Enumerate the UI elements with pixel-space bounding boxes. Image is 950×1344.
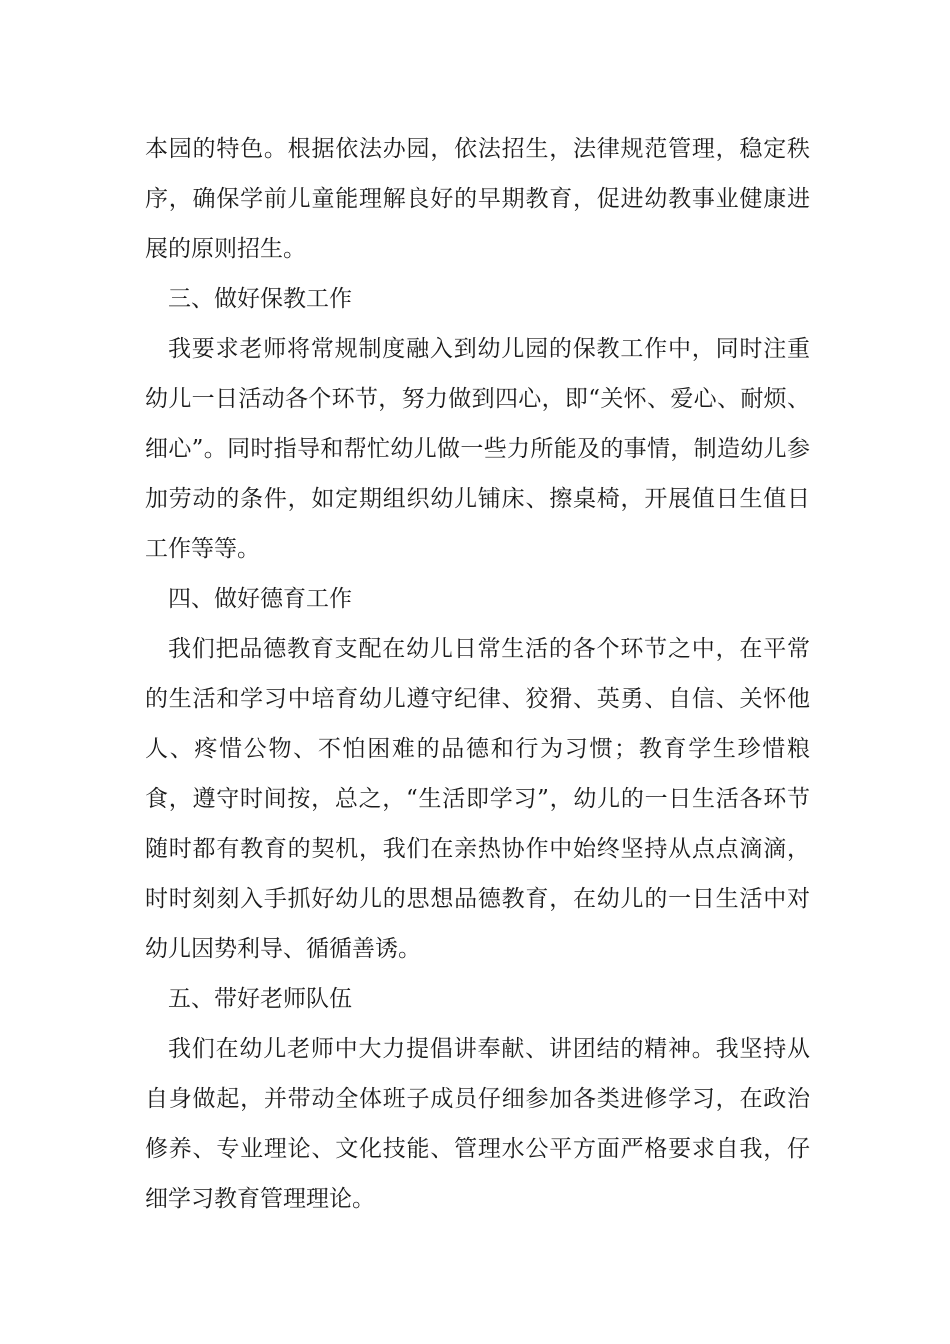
paragraph-section-3: 我要求老师将常规制度融入到幼儿园的保教工作中，同时注重幼儿一日活动各个环节，努力做到四心，即“关怀、爱心、耐烦、细心”。同时指导和帮忙幼儿做一些力所能及的事情，制造幼儿参加劳动的条件，如定期组织幼儿铺床、擦桌椅，开展值日生值日工作等等。 xyxy=(145,336,810,562)
paragraph-section-5: 我们在幼儿老师中大力提倡讲奉献、讲团结的精神。我坚持从自身做起，并带动全体班子成员仔细参加各类进修学习，在政治修养、专业理论、文化技能、管理水公平方面严格要求自我，仔细学习教育管理理论。 xyxy=(145,1036,810,1212)
section-heading-5: 五、带好老师队伍 xyxy=(168,986,352,1012)
paragraph-section-4: 我们把品德教育支配在幼儿日常生活的各个环节之中，在平常的生活和学习中培育幼儿遵守纪律、狡猾、英勇、自信、关怀他人、疼惜公物、不怕困难的品德和行为习惯；教育学生珍惜粮食，遵守时间按，总之，“生活即学习”，幼儿的一日生活各环节随时都有教育的契机，我们在亲热协作中始终坚持从点点滴滴，时时刻刻入手抓好幼儿的思想品德教育，在幼儿的一日生活中对幼儿因势利导、循循善诱。 xyxy=(145,636,810,962)
section-heading-3: 三、做好保教工作 xyxy=(168,286,352,312)
paragraph-continued: 本园的特色。根据依法办园，依法招生，法律规范管理，稳定秩序，确保学前儿童能理解良好的早期教育，促进幼教事业健康进展的原则招生。 xyxy=(145,136,810,262)
section-heading-4: 四、做好德育工作 xyxy=(168,586,352,612)
document-body xyxy=(145,124,810,1224)
